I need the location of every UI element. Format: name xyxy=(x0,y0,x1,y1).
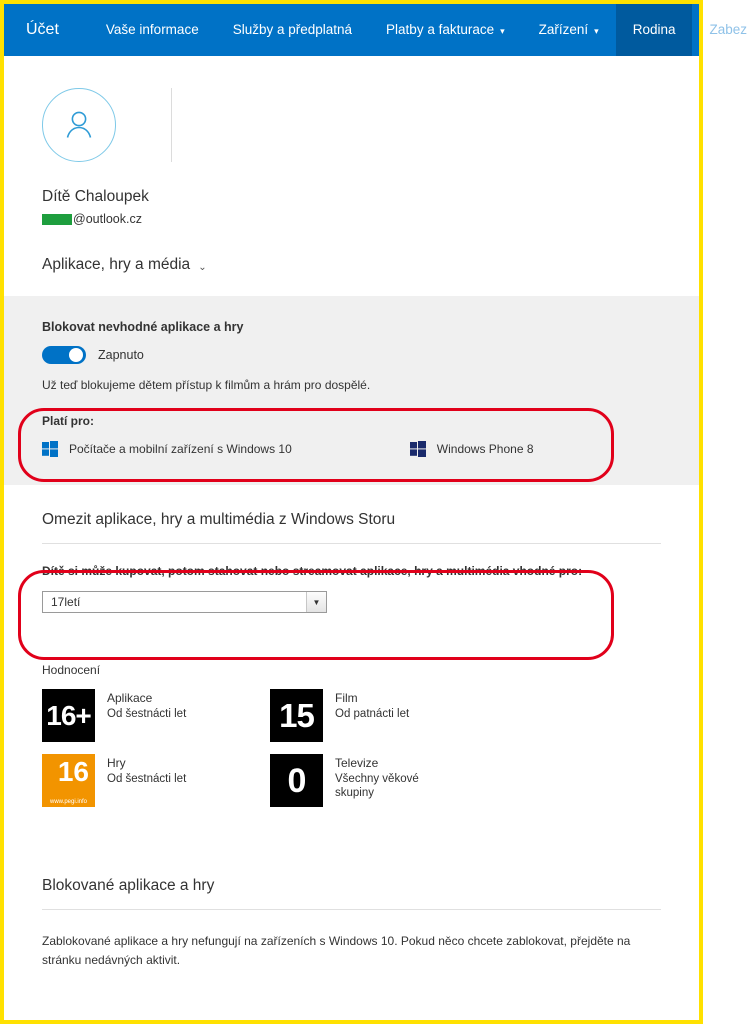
age-limit-question: Dítě si může kupovat, potom stahovat nebo streamovat aplikace, hry a multimédia vhodné pro: xyxy=(42,564,583,578)
person-avatar-icon xyxy=(59,105,99,145)
rating-sublabel: Od šestnácti let xyxy=(107,773,187,785)
block-toggle-state-label: Zapnuto xyxy=(98,348,144,362)
rating-badge-15-icon xyxy=(270,689,323,742)
applies-to-block xyxy=(42,414,661,457)
profile-email-text: @outlook.cz xyxy=(73,212,142,226)
toggle-knob xyxy=(69,348,83,362)
avatar-row xyxy=(42,88,699,162)
divider xyxy=(42,543,661,544)
nav-item-label: Zabez xyxy=(709,22,748,38)
profile-email xyxy=(42,212,699,226)
page-content xyxy=(4,56,699,969)
age-limit-select[interactable] xyxy=(42,591,327,613)
chevron-down-icon: ▾ xyxy=(594,25,599,36)
nav-item-ucet[interactable] xyxy=(4,4,89,56)
windows-logo-icon xyxy=(410,441,426,457)
profile-divider xyxy=(171,88,172,162)
blocked-apps-section xyxy=(42,877,661,969)
rating-item-televize xyxy=(270,754,498,807)
nav-item-sluzby-a-predplatna[interactable] xyxy=(216,4,369,56)
applies-to-title: Platí pro: xyxy=(42,414,95,428)
rating-badge-0-icon xyxy=(270,754,323,807)
rating-badge-url: www.pegi.info xyxy=(49,799,88,805)
chevron-down-icon: ▾ xyxy=(500,25,505,36)
rating-sublabel: Od šestnácti let xyxy=(107,708,187,720)
block-panel-description: Už teď blokujeme dětem přístup k filmům a hrám pro dospělé. xyxy=(42,378,371,392)
nav-item-vase-informace[interactable] xyxy=(89,4,216,56)
rating-text xyxy=(335,689,409,721)
nav-item-label: Účet xyxy=(26,21,59,38)
block-toggle-row[interactable] xyxy=(42,346,661,364)
divider xyxy=(42,909,661,910)
rating-label: Hry xyxy=(107,756,126,770)
block-panel-title: Blokovat nevhodné aplikace a hry xyxy=(42,320,244,334)
age-limit-selected-value: 17letí xyxy=(51,595,81,609)
nav-item-label: Platby a fakturace xyxy=(386,22,495,38)
blocked-apps-heading: Blokované aplikace a hry xyxy=(42,877,215,894)
rating-badge-16plus-icon xyxy=(42,689,95,742)
chevron-right-icon: › xyxy=(751,21,756,38)
chevron-down-icon[interactable]: ▼ xyxy=(306,592,326,612)
rating-badge-value: 16 xyxy=(57,756,89,787)
nav-item-rodina[interactable] xyxy=(616,4,693,56)
block-toggle[interactable] xyxy=(42,346,86,364)
profile-section xyxy=(4,56,699,274)
rating-text xyxy=(107,754,186,786)
nav-item-label: Služby a předplatná xyxy=(232,22,353,38)
applies-to-item-windowsphone8 xyxy=(410,441,534,457)
rating-label: Televize xyxy=(335,756,379,770)
nav-item-label: Zařízení xyxy=(538,22,589,38)
applies-to-item-label: Windows Phone 8 xyxy=(436,442,534,456)
applies-to-row xyxy=(42,441,661,457)
chevron-down-icon: ⌄ xyxy=(198,261,207,273)
section-selector-aplikace-hry-media[interactable] xyxy=(42,256,699,274)
applies-to-item-label: Počítače a mobilní zařízení s Windows 10 xyxy=(69,442,292,456)
rating-text xyxy=(107,689,186,721)
blocked-apps-text: Zablokované aplikace a hry nefungují na zařízeních s Windows 10. Pokud něco chcete zablokovat, přejděte na stránku nedávných aktivit. xyxy=(42,934,631,967)
rating-sublabel: Všechny věkové skupiny xyxy=(335,773,419,800)
nav-item-platby-a-fakturace[interactable] xyxy=(369,4,522,56)
windows-logo-icon xyxy=(42,441,58,457)
limit-section-heading: Omezit aplikace, hry a multimédia z Windows Storu xyxy=(42,511,396,528)
rating-label: Film xyxy=(335,691,358,705)
nav-item-zarizeni[interactable] xyxy=(522,4,616,56)
ratings-grid xyxy=(42,689,661,819)
rating-item-aplikace xyxy=(42,689,270,742)
rating-badge-value: 16+ xyxy=(46,699,91,731)
age-limit-block xyxy=(42,564,661,613)
profile-name: Dítě Chaloupek xyxy=(42,188,149,205)
section-selector-label: Aplikace, hry a média xyxy=(42,256,191,273)
rating-badge-value: 0 xyxy=(287,761,306,800)
rating-badge-pegi16-icon xyxy=(42,754,95,807)
nav-item-label: Vaše informace xyxy=(105,22,199,38)
rating-text xyxy=(335,754,430,801)
email-redaction-block xyxy=(42,214,72,225)
nav-overflow-next-button[interactable] xyxy=(751,4,756,56)
top-navigation xyxy=(4,4,756,56)
avatar xyxy=(42,88,116,162)
ratings-section xyxy=(42,663,661,819)
rating-sublabel: Od patnácti let xyxy=(335,708,410,720)
applies-to-item-windows10 xyxy=(42,441,292,457)
nav-item-zabezpeceni[interactable] xyxy=(692,4,751,56)
rating-item-hry xyxy=(42,754,270,807)
rating-label: Aplikace xyxy=(107,691,153,705)
nav-item-label: Rodina xyxy=(632,22,676,38)
rating-item-film xyxy=(270,689,498,742)
block-inappropriate-panel xyxy=(4,296,699,485)
ratings-title: Hodnocení xyxy=(42,663,101,677)
rating-badge-value: 15 xyxy=(279,697,314,734)
limit-section xyxy=(4,485,699,969)
